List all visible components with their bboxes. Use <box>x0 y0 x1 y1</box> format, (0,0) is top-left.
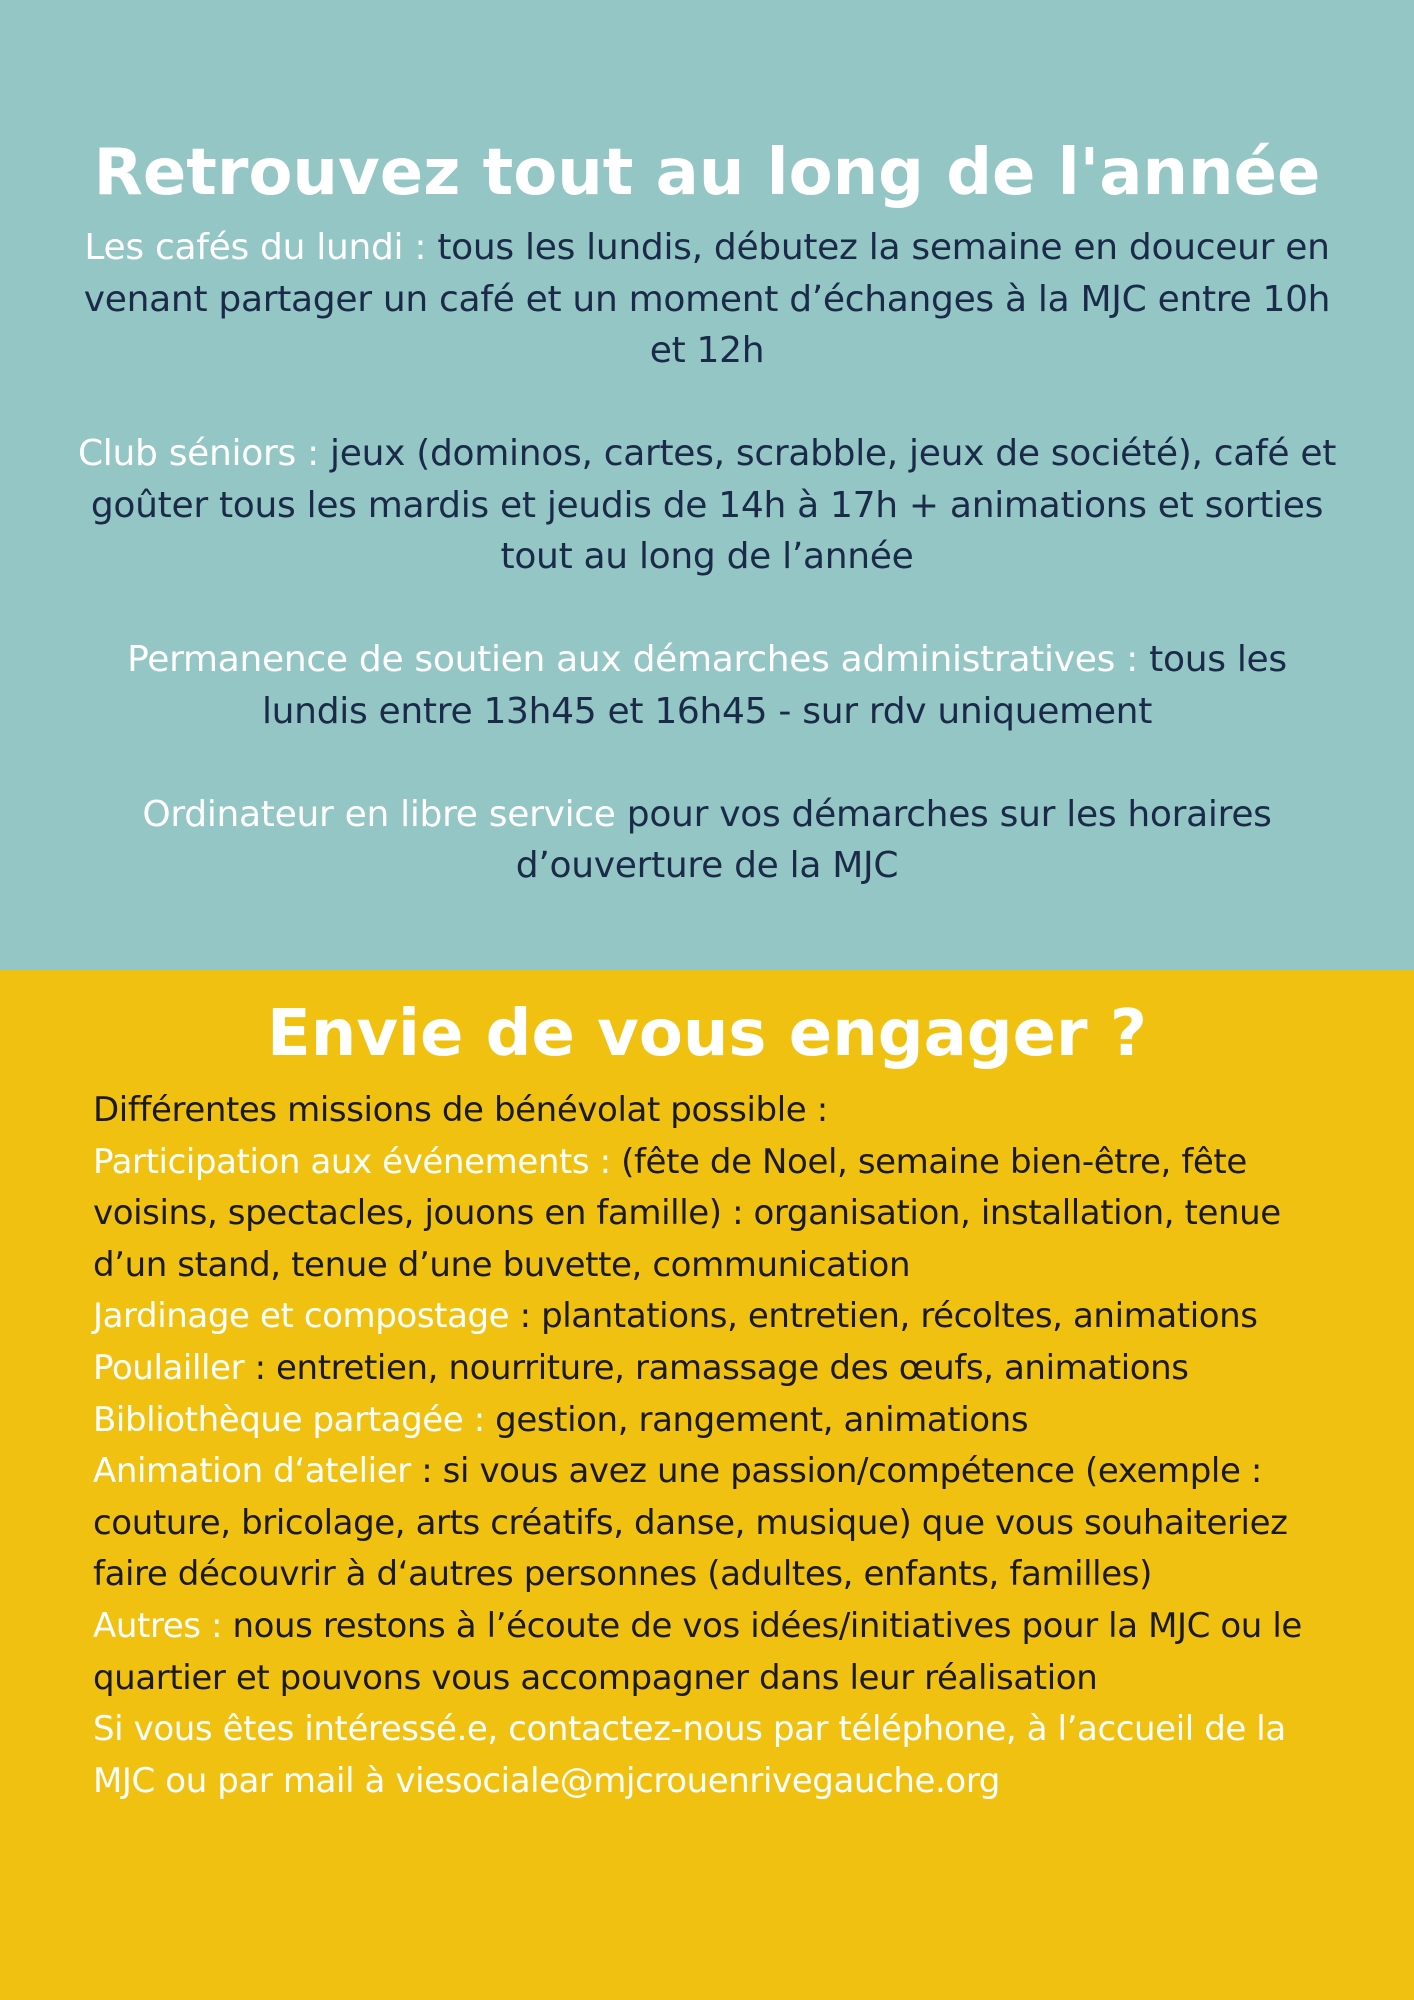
mission-text: : entretien, nourriture, ramassage des œufs, animations <box>244 1347 1189 1388</box>
activity-item-club-seniors <box>70 428 1344 583</box>
mission-item-atelier <box>93 1446 1333 1601</box>
mission-item-poulailler <box>93 1343 1333 1395</box>
mission-label: Jardinage et compostage <box>93 1296 510 1337</box>
mission-label: Autres : <box>93 1605 223 1646</box>
mission-text: (fête de Noel, semaine bien-être, fête voisins, spectacles, jouons en famille) : organisation, installation, tenue d’un stand, tenue d’une buvette, communication <box>93 1141 1281 1285</box>
mission-label: Poulailler <box>93 1347 245 1388</box>
activity-label: Les cafés du lundi : <box>84 227 427 268</box>
mission-text: : si vous avez une passion/compétence (exemple : couture, bricolage, arts créatifs, danse, musique) que vous souhaiteriez faire découvrir à d‘autres personnes (adultes, enfants, familles) <box>93 1451 1288 1595</box>
mission-label: Bibliothèque partagée : <box>93 1399 485 1440</box>
activity-text: tous les lundis entre 13h45 et 16h45 - sur rdv uniquement <box>261 639 1287 732</box>
year-round-activities <box>70 222 1344 943</box>
mission-text: gestion, rangement, animations <box>484 1399 1029 1440</box>
activity-label: Ordinateur en libre service <box>142 793 616 835</box>
activity-text: tous les lundis, débutez la semaine en douceur en venant partager un café et un moment d’échanges à la MJC entre 10h et 12h <box>83 227 1331 371</box>
mission-item-evenements <box>93 1137 1333 1292</box>
activity-item-cafes-lundi <box>70 222 1344 377</box>
volunteer-title: Envie de vous engager ? <box>267 997 1147 1071</box>
activity-item-ordinateur <box>70 789 1344 892</box>
mission-item-bibliotheque <box>93 1395 1333 1447</box>
activity-label: Permanence de soutien aux démarches administratives : <box>127 639 1139 680</box>
mission-label: Animation d‘atelier <box>93 1451 411 1492</box>
year-round-title: Retrouvez tout au long de l'année <box>93 136 1321 210</box>
activity-item-permanence <box>70 634 1344 737</box>
activity-text: jeux (dominos, cartes, scrabble, jeux de société), café et goûter tous les mardis et jeudis de 14h à 17h + animations et sorties tout au long de l’année <box>90 433 1337 577</box>
volunteer-missions <box>93 1085 1333 1807</box>
activity-text: pour vos démarches sur les horaires d’ouverture de la MJC <box>515 793 1272 886</box>
activity-label: Club séniors : <box>77 433 319 474</box>
mission-label: Participation aux événements : <box>93 1141 611 1182</box>
volunteer-intro: Différentes missions de bénévolat possible : <box>93 1090 828 1130</box>
contact-info: Si vous êtes intéressé.e, contactez-nous par téléphone, à l’accueil de la MJC ou par mail à viesociale@mjcrouenrivegauche.org <box>93 1709 1286 1801</box>
mission-item-jardinage <box>93 1291 1333 1343</box>
mission-item-autres <box>93 1601 1333 1704</box>
mission-text: : plantations, entretien, récoltes, animations <box>509 1296 1258 1337</box>
mission-text: nous restons à l’écoute de vos idées/initiatives pour la MJC ou le quartier et pouvons vous accompagner dans leur réalisation <box>93 1605 1302 1698</box>
